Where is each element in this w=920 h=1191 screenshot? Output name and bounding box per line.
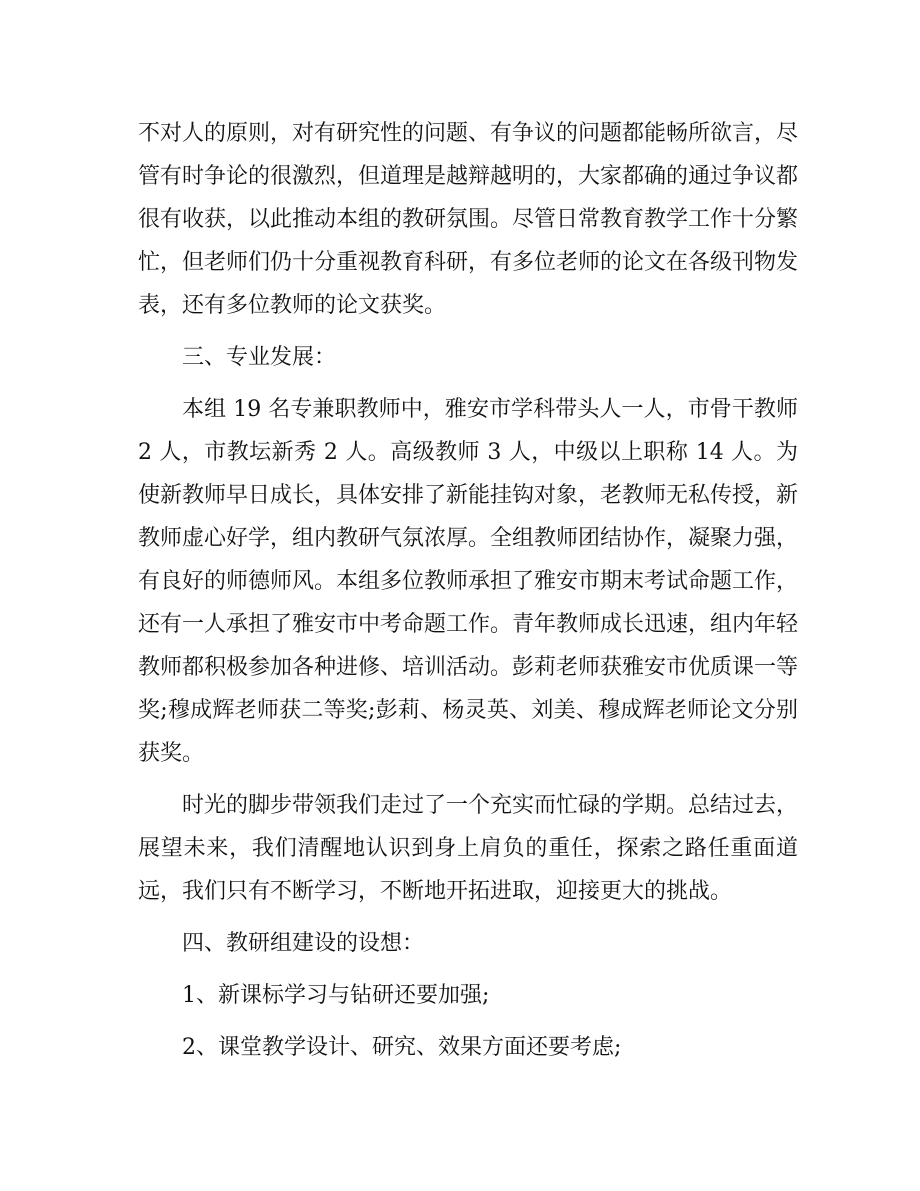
section-heading-professional-development: 三、专业发展： bbox=[182, 345, 337, 370]
document-body bbox=[138, 112, 805, 1078]
list-item-curriculum-study: 1、新课标学习与钻研还要加强; bbox=[182, 983, 490, 1008]
list-item-classroom-design: 2、课堂教学设计、研究、效果方面还要考虑; bbox=[182, 1035, 622, 1060]
paragraph-continuation: 不对人的原则，对有研究性的问题、有争议的问题都能畅所欲言，尽管有时争论的很激烈，但道理是越辩越明的，大家都确的通过争议都很有收获，以此推动本组的教研氛围。尽管日常教育教学工作十分繁忙，但老师们仍十分重视教育科研，有多位老师的论文在各级刊物发表，还有多位教师的论文获奖。 bbox=[138, 121, 799, 318]
paragraph-semester-summary: 时光的脚步带领我们走过了一个充实而忙碌的学期。总结过去，展望未来，我们清醒地认识到身上肩负的重任，探索之路任重面道远，我们只有不断学习，不断地开拓进取，迎接更大的挑战。 bbox=[138, 793, 799, 904]
section-heading-construction-plans: 四、教研组建设的设想： bbox=[182, 931, 425, 956]
paragraph-staff-overview: 本组 19 名专兼职教师中，雅安市学科带头人一人，市骨干教师 2 人，市教坛新秀 2 人。高级教师 3 人，中级以上职称 14 人。为使新教师早日成长，具体安排了新能挂钩对象，老教师无私传授，新教师虚心好学，组内教研气氛浓厚。全组教师团结协作，凝聚力强，有良好的师德师风。本组多位教师承担了雅安市期末考试命题工作，还有一人承担了雅安市中考命题工作。青年教师成长迅速，组内年轻教师都积极参加各种进修、培训活动。彭莉老师获雅安市优质课一等奖;穆成辉老师获二等奖;彭莉、杨灵英、刘美、穆成辉老师论文分别获奖。 bbox=[138, 397, 805, 766]
